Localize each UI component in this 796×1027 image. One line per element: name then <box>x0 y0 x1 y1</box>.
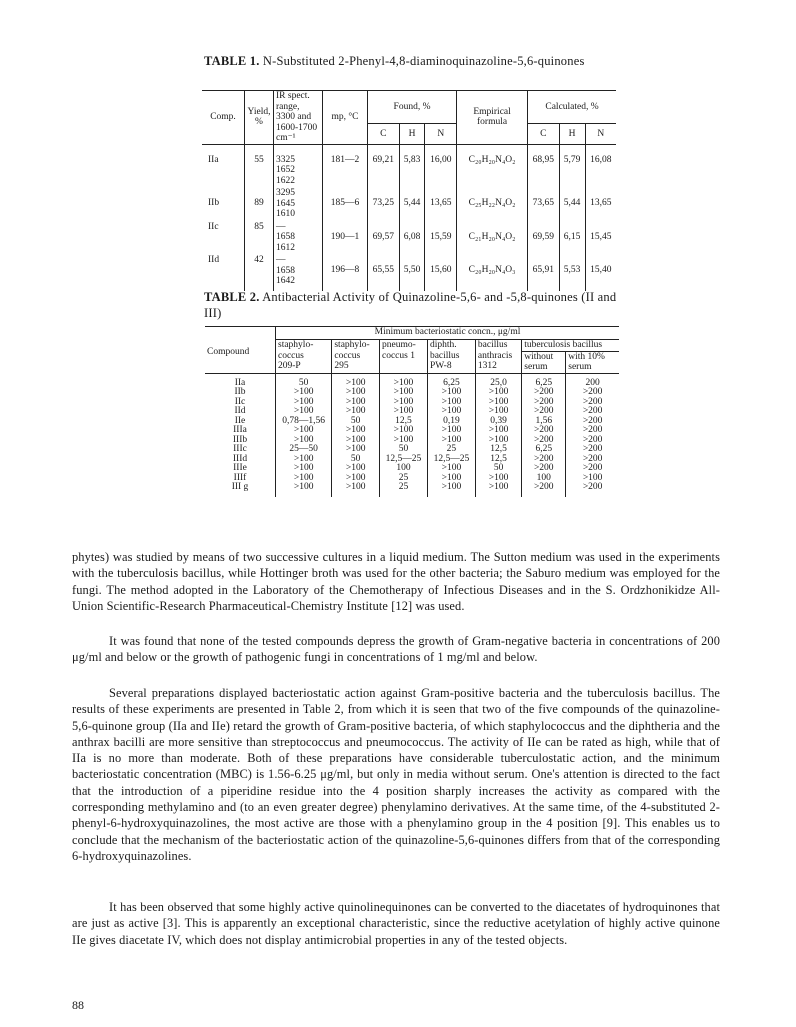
t2-cell: 25 <box>427 445 475 455</box>
t2-cell: >100 <box>276 455 332 465</box>
paragraph-2: It was found that none of the tested compounds depress the growth of Gram-negative bacteria in concentrations of 200 μg/ml and below or the growth of pathogenic fungi in concentrations of 1 mg/ml and below. <box>72 634 720 665</box>
t2-cell: >200 <box>566 398 619 408</box>
t1-header-found-h: H <box>399 124 425 144</box>
t2-col-pneumo: pneumo- coccus 1 <box>380 340 428 374</box>
table2-caption-label: TABLE 2. <box>204 290 260 304</box>
page-number: 88 <box>72 998 84 1012</box>
t2-cell: >100 <box>427 464 475 474</box>
t2-cell: >100 <box>380 436 428 446</box>
t2-cell: >100 <box>380 373 428 388</box>
t1-header-yield: Yield, % <box>245 91 274 145</box>
t2-cell: >200 <box>566 407 619 417</box>
t2-cell: >200 <box>566 417 619 427</box>
t2-cell: >100 <box>276 388 332 398</box>
t2-cell: 0,78—1,56 <box>276 417 332 427</box>
t2-cell: 50 <box>380 445 428 455</box>
t2-cell: >100 <box>380 407 428 417</box>
t2-cell: >100 <box>475 483 521 497</box>
table-row <box>205 407 619 417</box>
table-row <box>205 455 619 465</box>
t2-cell: 50 <box>276 373 332 388</box>
t2-row-compound: IIa <box>234 377 246 388</box>
t2-header-tb: tuberculosis bacillus <box>522 340 619 352</box>
t2-row-compound: IIIc <box>233 444 247 454</box>
t2-cell: 25 <box>380 483 428 497</box>
t2-cell: >100 <box>380 398 428 408</box>
table2 <box>205 326 619 497</box>
t2-cell: 12,5—25 <box>427 455 475 465</box>
t2-cell: 200 <box>566 373 619 388</box>
t2-cell: >100 <box>427 398 475 408</box>
t2-row-compound: IIIb <box>232 434 248 445</box>
t1-header-calc-c: C <box>528 124 560 144</box>
t2-cell: >100 <box>475 398 521 408</box>
t2-row-compound: IIIf <box>233 472 247 483</box>
t2-cell: >100 <box>332 426 380 436</box>
t2-cell: >200 <box>566 483 619 497</box>
t2-cell: >200 <box>522 407 566 417</box>
paragraph-3: Several preparations displayed bacteriostatic action against Gram-positive bacteria and the tuberculosis bacillus. The results of these experiments are presented in Table 2, from which it is seen that two of the five compounds of the quinazoline-5,6-quinone group (IIa and IIe) retard the growth of Gram-positive bacteria, of which staphylococcus and the diphtheria and the anthrax bacilli are more sensitive than streptococcus and pneumococcus. The activity of IIe can be rated as high, while that of IIa is no more than moderate. Both of these preparations have considerable tuberculostatic action, and the minimum bacteriostatic concentration (MBC) is 1.56-6.25 μg/ml, but only in media without serum. One's attention is directed to the fact that the introduction of a piperidine residue into the 4 position sharply increases the activity as compared with the corresponding methylamino and (to an even greater degree) phenylamino derivatives. At the same time, of the 4-substituted 2-phenyl-6-hydroxyquinazolines, the most active are those with a phenylamino group in the 4 position [9]. This enables us to conclude that the mechanism of the bacteriostatic action of the quinazoline-5,6-quinones differs from that of the corresponding 6-hydroxyquinazolines. <box>72 686 720 863</box>
t2-col-staph295: staphylo- coccus 295 <box>332 340 380 374</box>
table-row: IIa 55 3325 1652 1622 181—2 69,21 5,83 16,00 C₂₀H₂₀N₄O₂ 68,95 5,79 16,08 <box>202 144 616 186</box>
table-row <box>205 474 619 484</box>
t2-cell: >100 <box>276 426 332 436</box>
t1-header-calc-n: N <box>585 124 616 144</box>
t2-cell: >100 <box>475 426 521 436</box>
t2-cell: 100 <box>522 474 566 484</box>
t2-row-compound: IIb <box>234 387 246 397</box>
t2-col-without-serum: without serum <box>522 351 566 373</box>
t2-cell: >100 <box>276 436 332 446</box>
t2-cell: >100 <box>427 407 475 417</box>
t2-cell: >100 <box>332 464 380 474</box>
t2-cell: >200 <box>522 436 566 446</box>
t2-cell: >200 <box>522 388 566 398</box>
t2-cell: 12,5 <box>475 455 521 465</box>
t2-cell: >100 <box>276 464 332 474</box>
table-row: IIc 85 — 1658 1612 190—1 69,57 6,08 15,59 C₂₁H₂₀N₄O₂ 69,59 6,15 15,45 <box>202 220 616 254</box>
t1-header-found-n: N <box>425 124 457 144</box>
t2-cell: >200 <box>566 388 619 398</box>
t2-cell: >200 <box>566 436 619 446</box>
t2-row-compound: IIId <box>232 453 248 464</box>
t2-row-compound: IIIe <box>233 463 247 473</box>
t2-col-diphth: diphth. bacillus PW-8 <box>427 340 475 374</box>
t2-row-compound: III g <box>231 482 249 492</box>
t1-header-ir: IR spect. range, 3300 and 1600-1700 cm⁻¹ <box>274 91 323 145</box>
table-row <box>205 483 619 497</box>
t2-cell: >100 <box>427 388 475 398</box>
t2-header-compound: Compound <box>205 327 276 374</box>
t2-cell: >100 <box>332 407 380 417</box>
t2-cell: >200 <box>566 426 619 436</box>
t2-cell: 50 <box>475 464 521 474</box>
t2-cell: >100 <box>427 483 475 497</box>
t2-cell: 6,25 <box>427 373 475 388</box>
t2-cell: 50 <box>332 417 380 427</box>
table1-caption-text: N-Substituted 2-Phenyl-4,8-diaminoquinazoline-5,6-quinones <box>262 54 585 68</box>
t2-cell: >100 <box>427 474 475 484</box>
t2-cell: >100 <box>427 436 475 446</box>
t2-cell: 6,25 <box>522 445 566 455</box>
table1 <box>202 90 616 291</box>
table-row <box>205 373 619 388</box>
t2-cell: >200 <box>522 398 566 408</box>
t2-col-staph209: staphylo- coccus 209-P <box>276 340 332 374</box>
t2-row-compound: IIc <box>234 396 246 407</box>
t2-cell: >100 <box>475 388 521 398</box>
paragraph-1: phytes) was studied by means of two successive cultures in a liquid medium. The Sutton medium was used in the experiments with the tuberculosis bacillus, while Hottinger broth was used for the other bacteria; the Saburo medium was employed for the fungi. The method adopted in the Laboratory of the Chemotherapy of Infectious Diseases and in the S. Ordzhonikidze All-Union Scientific-Research Pharmaceutical-Chemistry Institute [12] was used. <box>72 550 720 613</box>
t2-cell: >100 <box>332 474 380 484</box>
t1-header-mp: mp, °C <box>323 91 368 145</box>
table2-caption <box>204 289 624 321</box>
t2-cell: 1,56 <box>522 417 566 427</box>
t2-cell: >100 <box>475 436 521 446</box>
t2-cell: >100 <box>332 445 380 455</box>
t2-cell: 6,25 <box>522 373 566 388</box>
t2-cell: >100 <box>566 474 619 484</box>
t2-cell: >200 <box>566 464 619 474</box>
t1-header-comp: Comp. <box>202 91 245 145</box>
t2-col-with-serum: with 10% serum <box>566 351 619 373</box>
t2-cell: >100 <box>332 483 380 497</box>
t2-cell: 0,19 <box>427 417 475 427</box>
t2-cell: >100 <box>380 426 428 436</box>
t2-cell: >200 <box>522 426 566 436</box>
t1-header-found-c: C <box>368 124 400 144</box>
t2-cell: >100 <box>276 398 332 408</box>
t2-cell: >100 <box>475 407 521 417</box>
table-row: IId 42 — 1658 1642 196—8 65,55 5,50 15,60 C₂₀H₂₀N₄O₃ 65,91 5,53 15,40 <box>202 253 616 291</box>
t1-header-calc-h: H <box>559 124 585 144</box>
t2-cell: 50 <box>332 455 380 465</box>
t2-cell: >200 <box>522 483 566 497</box>
t2-cell: >100 <box>332 388 380 398</box>
t2-cell: 100 <box>380 464 428 474</box>
t2-cell: 0,39 <box>475 417 521 427</box>
t2-cell: 12,5 <box>475 445 521 455</box>
t2-cell: 25—50 <box>276 445 332 455</box>
t1-header-calculated: Calculated, % <box>528 91 616 124</box>
t2-cell: 25,0 <box>475 373 521 388</box>
t2-cell: >200 <box>522 455 566 465</box>
t2-cell: >100 <box>276 483 332 497</box>
table1-caption-label: TABLE 1. <box>204 54 260 68</box>
table-row <box>205 436 619 446</box>
t2-cell: >200 <box>522 464 566 474</box>
t2-row-compound: IIIa <box>233 425 247 435</box>
t2-cell: >100 <box>332 398 380 408</box>
t2-cell: >200 <box>566 455 619 465</box>
t2-cell: >100 <box>427 426 475 436</box>
t2-cell: 12,5—25 <box>380 455 428 465</box>
t1-header-formula: Empirical formula <box>457 91 528 145</box>
paragraph-4: It has been observed that some highly active quinolinequinones can be converted to the diacetates of hydroquinones that are just as active [3]. This is apparently an exceptional characteristic, since the reductive acetylation of highly active quinone IIe gives diacetate IV, which does not display antimicrobial properties in any of the tested objects. <box>72 900 720 947</box>
t2-cell: >100 <box>276 474 332 484</box>
t2-cell: >100 <box>380 388 428 398</box>
table-row: IIb 89 3295 1645 1610 185—6 73,25 5,44 13,65 C₂₅H₂₂N₄O₂ 73,65 5,44 13,65 <box>202 186 616 220</box>
t2-cell: >100 <box>276 407 332 417</box>
t2-cell: >100 <box>475 474 521 484</box>
t2-cell: >100 <box>332 373 380 388</box>
table1-caption <box>204 53 624 69</box>
t2-header-span: Minimum bacteriostatic concn., μg/ml <box>276 327 620 340</box>
t2-row-compound: IId <box>234 406 246 416</box>
t2-cell: 12,5 <box>380 417 428 427</box>
table-row <box>205 464 619 474</box>
t2-col-anthracis: bacillus anthracis 1312 <box>475 340 521 374</box>
t2-cell: 25 <box>380 474 428 484</box>
table2-caption-text: Antibacterial Activity of Quinazoline-5,6- and -5,8-quinones (II and III) <box>204 290 617 320</box>
t2-row-compound: IIe <box>234 415 246 426</box>
t2-cell: >200 <box>566 445 619 455</box>
t2-cell: >100 <box>332 436 380 446</box>
t1-header-found: Found, % <box>368 91 457 124</box>
